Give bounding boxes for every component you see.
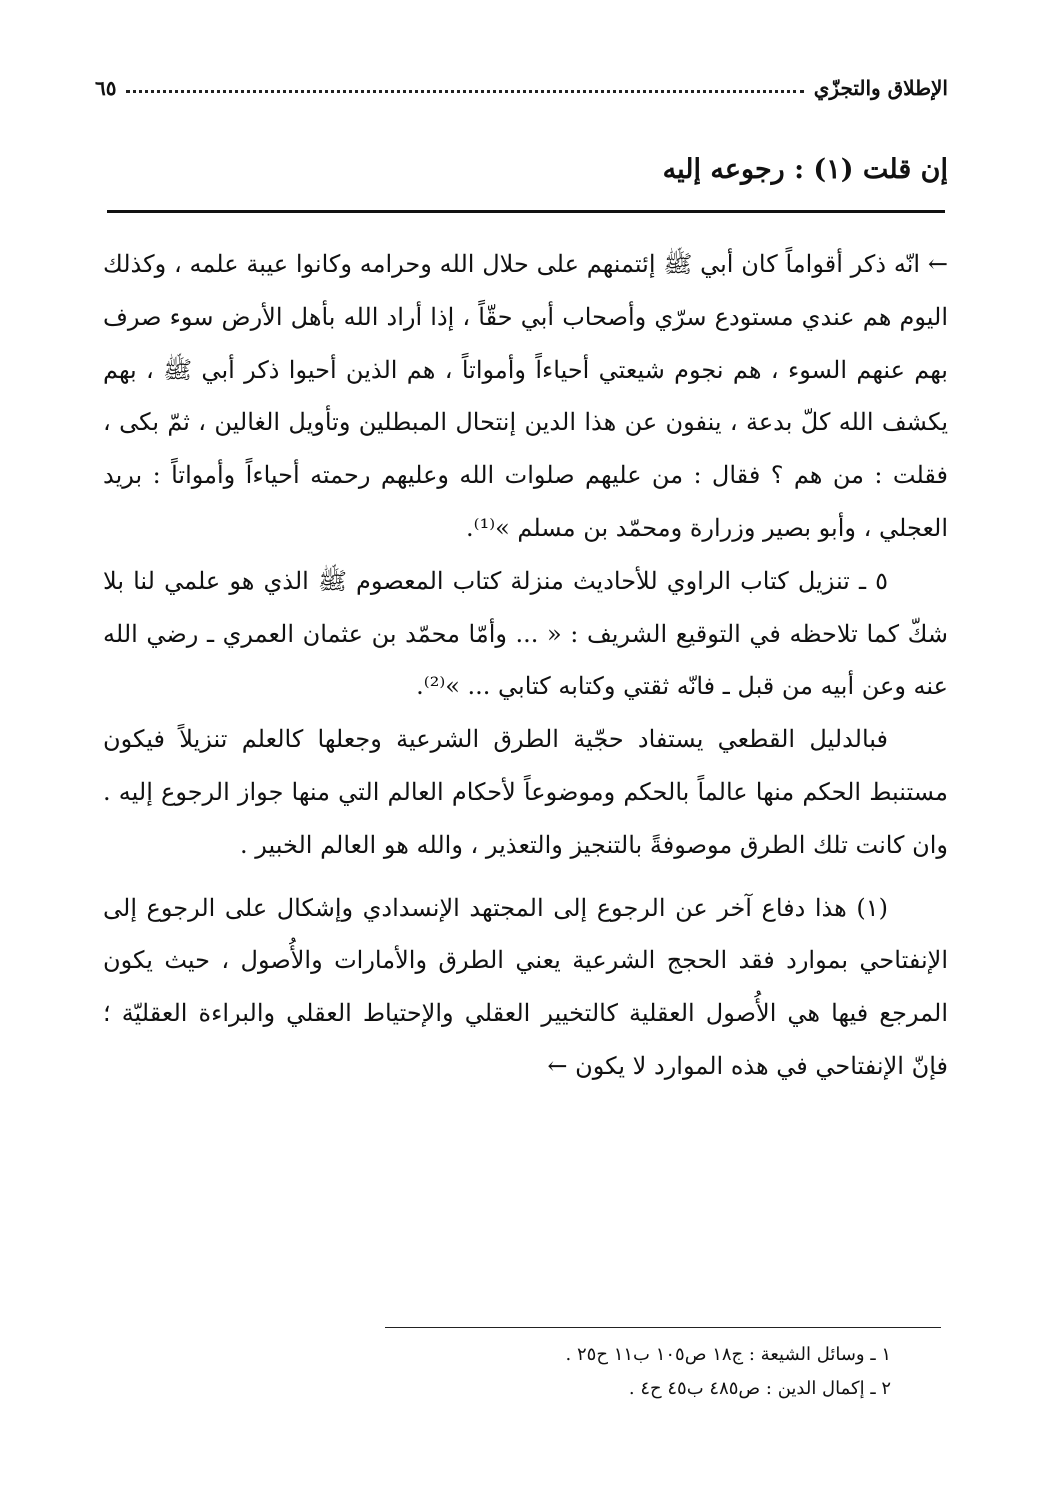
page-number: ٦٥ <box>95 76 117 100</box>
paragraph-point-5: ٥ ـ تنزيل كتاب الراوي للأحاديث منزلة كتاب المعصوم ﷺ الذي هو علمي لنا بلا شكّ كما تلاحظه في التوقيع الشريف : « ... وأمّا محمّد بن عثمان العمري ـ رضي الله عنه وعن أبيه من قبل ـ فانّه ثقتي وكتابه كتابي ... »⁽²⁾. <box>103 566 948 701</box>
paragraph-conclusion: فبالدليل القطعي يستفاد حجّية الطرق الشرعية وجعلها كالعلم تنزيلاً فيكون مستنبط الحكم منها عالماً بالحكم وموضوعاً لأحكام العالم التي منها جواز الرجوع إليه . وان كانت تلك الطرق موصوفةً بالتنجيز والتعذير ، والله هو العالم الخبير . <box>103 725 948 859</box>
heading-rule <box>107 210 945 213</box>
footnote-rule <box>385 1327 941 1328</box>
paragraph-commentary: (١) هذا دفاع آخر عن الرجوع إلى المجتهد الإنسدادي وإشكال على الرجوع إلى الإنفتاحي بموارد فقد الحجج الشرعية يعني الطرق والأمارات والأُصول ، حيث يكون المرجع فيها هي الأُصول العقلية كالتخيير العقلي والإحتياط العقلي والبراءة العقليّة ؛ فإنّ الإنفتاحي في هذه الموارد لا يكون ← <box>103 893 948 1080</box>
footnote-2: ٢ ـ إكمال الدين : ص٤٨٥ ب٤٥ ح٤ . <box>628 1378 891 1399</box>
leader-dots <box>126 90 803 93</box>
running-head-title: الإطلاق والتجزّي <box>813 76 948 100</box>
section-heading: إن قلت (١) : رجوعه إليه <box>662 154 948 185</box>
footnotes <box>391 1338 891 1406</box>
body-text <box>103 238 948 1093</box>
footnote-1: ١ ـ وسائل الشيعة : ج١٨ ص١٠٥ ب١١ ح٢٥ . <box>565 1344 891 1365</box>
running-head <box>95 70 948 106</box>
paragraph-continuation: ← انّه ذكر أقواماً كان أبي ﷺ إئتمنهم على حلال الله وحرامه وكانوا عيبة علمه ، وكذلك اليوم هم عندي مستودع سرّي وأصحاب أبي حقّاً ، إذا أراد الله بأهل الأرض سوء صرف بهم عنهم السوء ، هم نجوم شيعتي أحياءاً وأمواتاً ، هم الذين أحيوا ذكر أبي ﷺ ، بهم يكشف الله كلّ بدعة ، ينفون عن هذا الدين إنتحال المبطلين وتأويل الغالين ، ثمّ بكى ، فقلت : من هم ؟ فقال : من عليهم صلوات الله وعليهم رحمته أحياءاً وأمواتاً : بريد العجلي ، وأبو بصير وزرارة ومحمّد بن مسلم »⁽¹⁾. <box>103 250 948 542</box>
